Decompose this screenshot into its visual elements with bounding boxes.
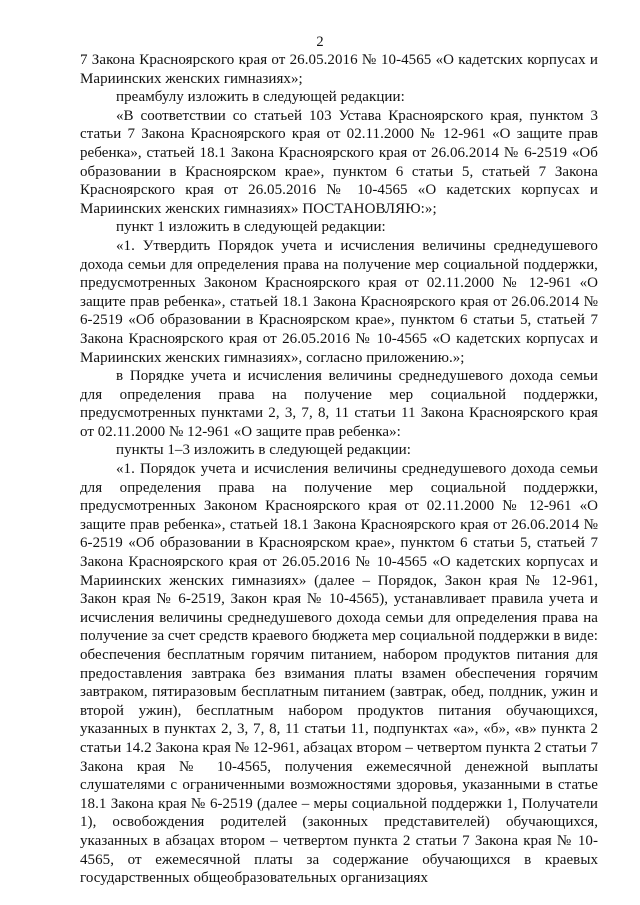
paragraph-6: в Порядке учета и исчисления величины среднедушевого дохода семьи для определения права на получение мер социальной поддержки, предусмотренных пунктами 2, 3, 7, 8, 11 статьи 11 Закона Красноярского края от 02.11.2000 № 12-961 «О защите прав ребенка»: [80, 368, 598, 440]
paragraph-7: пункты 1–3 изложить в следующей редакции: [116, 442, 411, 459]
paragraph-5: «1. Утвердить Порядок учета и исчисления величины среднедушевого дохода семьи для определения права на получение мер социальной поддержки, предусмотренных Законом Красноярского края от 02.11.2000 № 12-961 «О защите прав ребенка», статьей 18.1 Закона Красноярского края от 26.06.2014 № 6-2519 «Об образовании в Красноярском крае», пунктом 6 статьи 5, статьей 7 Закона Красноярского края от 26.05.2016 № 10-4565 «О кадетских корпусах и Мариинских женских гимназиях», согласно приложению.»; [80, 237, 598, 366]
paragraph-8: «1. Порядок учета и исчисления величины среднедушевого дохода семьи для определения права на получение мер социальной поддержки, предусмотренных Законом Красноярского края от 02.11.2000 № 12-961 «О защите прав ребенка», статьей 18.1 Закона Красноярского края от 26.06.2014 № 6-2519 «Об образовании в Красноярском крае», пунктом 6 статьи 5, статьей 7 Закона Красноярского края от 26.05.2016 № 10-4565 «О кадетских корпусах и Мариинских женских гимназиях» (далее – Порядок, Закон края № 12-961, Закон края № 6-2519, Закон края № 10-4565), устанавливает правила учета и исчисления величины среднедушевого дохода семьи для определения права на получение за счет средств краевого бюджета мер социальной поддержки в виде: обеспечения бесплатным горячим питанием, набором продуктов питания для предоставления завтрака без взимания платы взамен обеспечения горячим завтраком, пятиразовым бесплатным питанием (завтрак, обед, полдник, ужин и второй ужин), бесплатным набором продуктов питания обучающихся, указанных в пунктах 2, 3, 7, 8, 11 статьи 11, подпунктах «а», «б», «в» пункта 2 статьи 14.2 Закона края № 12-961, абзацах втором – четвертом пункта 2 статьи 7 Закона края № 10-4565, получения ежемесячной денежной выплаты слушателями с ограниченными возможностями здоровья, указанными в статье 18.1 Закона края № 6-2519 (далее – меры социальной поддержки 1, Получатели 1), освобождения родителей (законных представителей) обучающихся, указанных в абзацах втором – четвертом пункта 2 статьи 7 Закона края № 10-4565, от ежемесячной платы за содержание обучающихся в краевых государственных общеобразовательных организациях [80, 461, 599, 887]
paragraph-4: пункт 1 изложить в следующей редакции: [116, 219, 386, 236]
document-body [80, 51, 598, 888]
paragraph-2: преамбулу изложить в следующей редакции: [116, 89, 405, 106]
paragraph-3: «В соответствии со статьей 103 Устава Красноярского края, пунктом 3 статьи 7 Закона Красноярского края от 02.11.2000 № 12-961 «О защите прав ребенка», статьей 18.1 Закона Красноярского края от 26.06.2014 № 6-2519 «Об образовании в Красноярском крае», пунктом 6 статьи 5, статьей 7 Закона Красноярского края от 26.05.2016 № 10-4565 «О кадетских корпусах и Мариинских женских гимназиях» ПОСТАНОВЛЯЮ:»; [80, 107, 598, 217]
paragraph-1: 7 Закона Красноярского края от 26.05.2016 № 10-4565 «О кадетских корпусах и Мариинских женских гимназиях»; [80, 52, 598, 87]
page-number: 2 [316, 34, 324, 50]
